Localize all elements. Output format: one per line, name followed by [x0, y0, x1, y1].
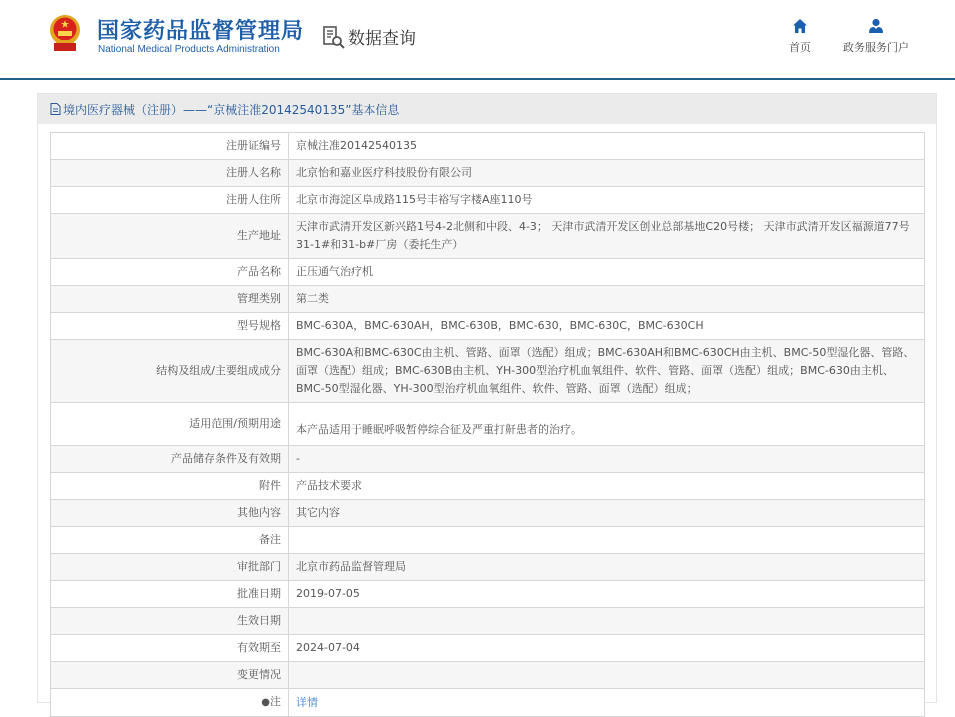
- row-value: 2019-07-05: [289, 581, 925, 608]
- row-value: BMC-630A，BMC-630AH，BMC-630B，BMC-630，BMC-630C，BMC-630CH: [289, 313, 925, 340]
- row-value: 北京怡和嘉业医疗科技股份有限公司: [289, 160, 925, 187]
- table-row: [51, 160, 925, 187]
- user-icon: [867, 18, 885, 34]
- home-icon: [792, 18, 808, 34]
- table-row: [51, 581, 925, 608]
- row-label: 生产地址: [51, 214, 289, 259]
- table-row: [51, 446, 925, 473]
- row-label: 型号规格: [51, 313, 289, 340]
- table-row: [51, 608, 925, 635]
- table-row: [51, 527, 925, 554]
- row-label: 其他内容: [51, 500, 289, 527]
- row-value: [289, 662, 925, 689]
- row-value: 正压通气治疗机: [289, 259, 925, 286]
- nav-home-label: 首页: [789, 41, 811, 54]
- table-row: [51, 313, 925, 340]
- table-row: [51, 473, 925, 500]
- row-label: 结构及组成/主要组成成分: [51, 340, 289, 403]
- nav-home[interactable]: [789, 18, 811, 55]
- table-row: [51, 689, 925, 717]
- document-search-icon: [322, 25, 346, 49]
- document-icon: [50, 103, 61, 115]
- row-label: 有效期至: [51, 635, 289, 662]
- data-query-heading: [322, 24, 416, 49]
- row-label: 变更情况: [51, 662, 289, 689]
- table-row: [51, 500, 925, 527]
- row-value: 2024-07-04: [289, 635, 925, 662]
- table-row: [51, 635, 925, 662]
- table-row: [51, 286, 925, 313]
- row-value: [289, 608, 925, 635]
- brand-title-cn[interactable]: 国家药品监督管理局: [97, 19, 305, 44]
- row-value: -: [289, 446, 925, 473]
- row-value: 本产品适用于睡眠呼吸暂停综合征及严重打鼾患者的治疗。: [289, 403, 925, 446]
- row-label: 注册人住所: [51, 187, 289, 214]
- row-label: 批准日期: [51, 581, 289, 608]
- registration-info-panel: [37, 93, 937, 709]
- table-row: [51, 133, 925, 160]
- row-value: BMC-630A和BMC-630C由主机、管路、面罩（选配）组成；BMC-630AH和BMC-630CH由主机、BMC-50型湿化器、管路、面罩（选配）组成；BMC-630B由主机、YH-300型治疗机血氧组件、软件、管路、面罩（选配）组成；BMC-630由主机、BMC-50型湿化器、YH-300型治疗机血氧组件、软件、管路、面罩（选配）组成；: [289, 340, 925, 403]
- nav-service-portal-label: 政务服务门户: [843, 41, 909, 54]
- row-value: 第二类: [289, 286, 925, 313]
- row-label-note: [51, 689, 289, 717]
- pin-icon: ●: [261, 697, 270, 708]
- row-label: 管理类别: [51, 286, 289, 313]
- table-row: [51, 214, 925, 259]
- nav-service-portal[interactable]: [843, 18, 909, 55]
- row-label: 产品名称: [51, 259, 289, 286]
- note-label: 注: [270, 695, 281, 708]
- table-row: [51, 259, 925, 286]
- table-row: [51, 662, 925, 689]
- panel-title: [38, 94, 936, 124]
- row-label: 审批部门: [51, 554, 289, 581]
- row-label: 注册人名称: [51, 160, 289, 187]
- panel-title-text: 境内医疗器械（注册）——“京械注准20142540135”基本信息: [63, 102, 400, 117]
- row-value: 天津市武清开发区新兴路1号4-2北侧和中段、4-3； 天津市武清开发区创业总部基地C20号楼； 天津市武清开发区福源道77号31-1#和31-b#厂房（委托生产）: [289, 214, 925, 259]
- row-value: 北京市海淀区阜成路115号丰裕写字楼A座110号: [289, 187, 925, 214]
- row-value: [289, 527, 925, 554]
- row-value: [289, 689, 925, 717]
- row-label: 适用范围/预期用途: [51, 403, 289, 446]
- table-row: [51, 554, 925, 581]
- row-value: 产品技术要求: [289, 473, 925, 500]
- row-label: 产品储存条件及有效期: [51, 446, 289, 473]
- row-value: 其它内容: [289, 500, 925, 527]
- row-label: 备注: [51, 527, 289, 554]
- table-row: [51, 340, 925, 403]
- row-value: 北京市药品监督管理局: [289, 554, 925, 581]
- row-label: 注册证编号: [51, 133, 289, 160]
- table-row: [51, 403, 925, 446]
- brand-title-en[interactable]: National Medical Products Administration: [98, 44, 280, 55]
- data-query-label: 数据查询: [348, 29, 416, 49]
- details-link[interactable]: 详情: [296, 695, 318, 709]
- row-label: 生效日期: [51, 608, 289, 635]
- row-value: 京械注准20142540135: [289, 133, 925, 160]
- registration-detail-table: [50, 132, 925, 717]
- national-emblem-icon: [46, 13, 84, 53]
- table-row: [51, 187, 925, 214]
- site-header: [0, 0, 955, 80]
- row-label: 附件: [51, 473, 289, 500]
